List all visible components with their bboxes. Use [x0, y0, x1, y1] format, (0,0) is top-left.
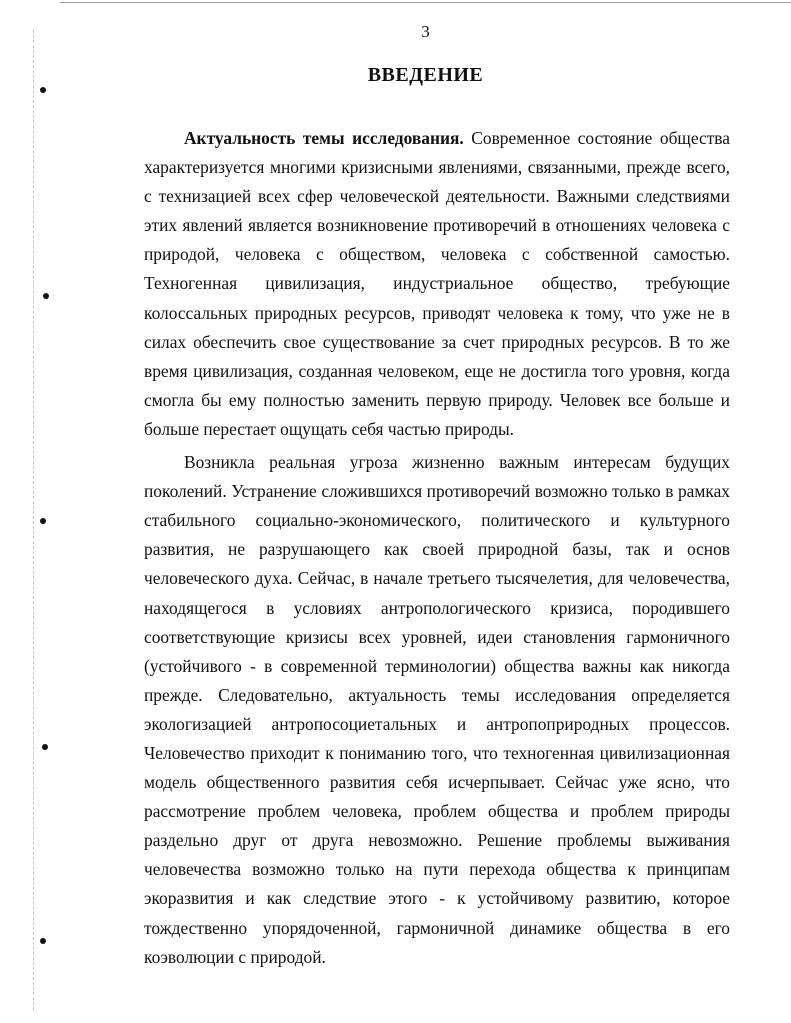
body-text	[144, 124, 730, 972]
paragraph-text: Возникла реальная угроза жизненно важным интересам будущих поколений. Устранение сложившихся противоречий возможно только в рамках стабильного социально-экономического, политического и культурного развития, не разрушающего как своей природной базы, так и основ человеческого духа. Сейчас, в начале третьего тысячелетия, для человечества, находящегося в условиях антропологического кризиса, породившего соответствующие кризисы всех уровней, идеи становления гармоничного (устойчивого - в современной терминологии) общества важны как никогда прежде. Следовательно, актуальность темы исследования определяется экологизацией антропосоциетальных и антропоприродных процессов. Человечество приходит к пониманию того, что техногенная цивилизационная модель общественного развития себя исчерпывает. Сейчас уже ясно, что рассмотрение проблем человека, проблем общества и проблем природы раздельно друг от друга невозможно. Решение проблемы выживания человечества возможно только на пути перехода общества к принципам экоразвития и как следствие этого - к устойчивому развитию, которое тождественно упорядоченной, гармоничной динамике общества в его коэволюции с природой.	[144, 452, 730, 967]
paragraph-lead: Актуальность темы исследования.	[184, 128, 464, 148]
binding-hole-mark	[40, 518, 46, 524]
scan-left-edge	[33, 30, 34, 1010]
binding-hole-mark	[43, 293, 49, 299]
paragraph-1	[144, 124, 730, 444]
binding-hole-mark	[42, 744, 48, 750]
scan-top-edge	[60, 2, 791, 3]
paragraph-2	[144, 448, 730, 972]
section-heading: ВВЕДЕНИЕ	[367, 64, 484, 86]
paragraph-text: Современное состояние общества характеризуется многими кризисными явлениями, связанными, прежде всего, с технизацией всех сфер человеческой деятельности. Важными следствиями этих явлений является возникновение противоречий в отношениях человека с природой, человека с обществом, человека с собственной самостью. Техногенная цивилизация, индустриальное общество, требующие колоссальных природных ресурсов, приводят человека к тому, что уже не в силах обеспечить свое существование за счет природных ресурсов. В то же время цивилизация, созданная человеком, еще не достигла того уровня, когда смогла бы ему полностью заменить первую природу. Человек все больше и больше перестает ощущать себя частью природы.	[144, 128, 730, 439]
binding-hole-mark	[40, 938, 46, 944]
binding-hole-mark	[40, 87, 46, 93]
page-number: 3	[421, 22, 430, 41]
